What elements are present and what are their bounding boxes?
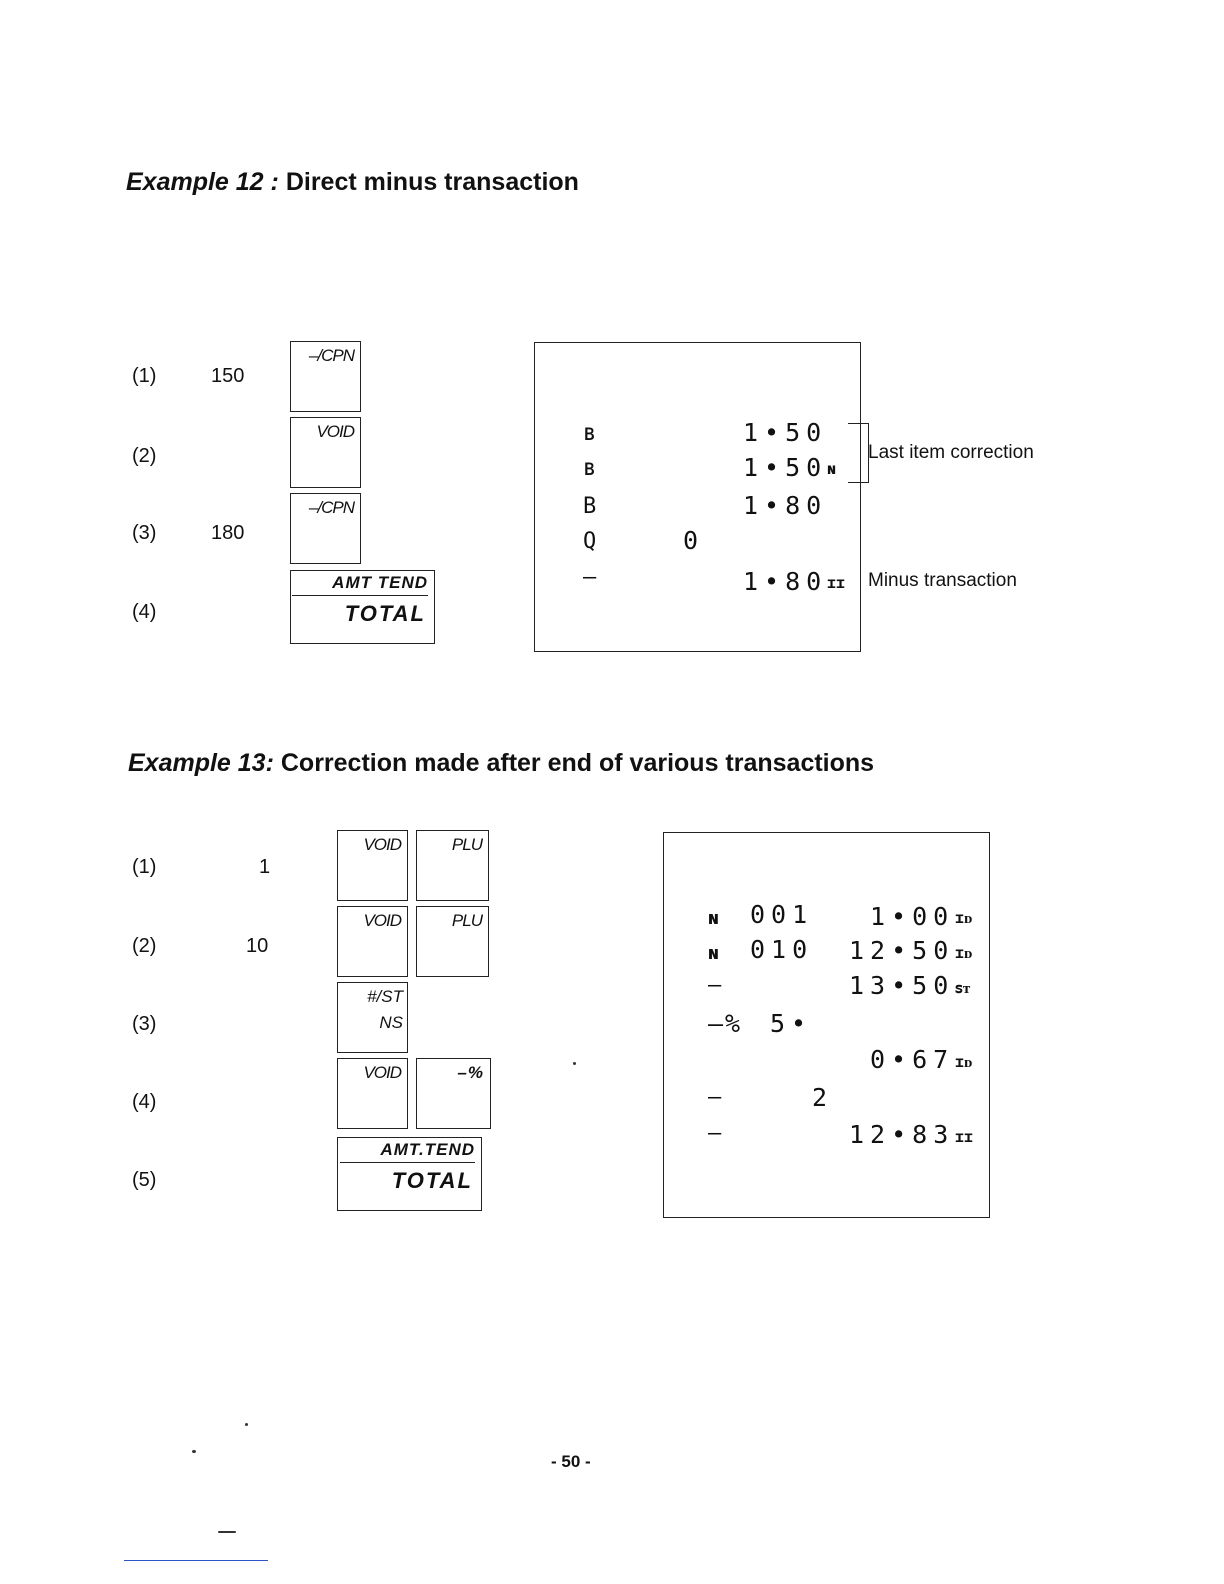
scan-speck — [218, 1531, 236, 1533]
example-12-heading — [126, 168, 579, 197]
receipt-row-4-value: 0 — [683, 526, 705, 555]
ex12-step-4-number: (4) — [132, 601, 157, 623]
receipt-row-1-symbol: ɴ — [708, 908, 719, 929]
number-subtotal-ns-key[interactable] — [337, 982, 408, 1053]
receipt-row-2-mark: ɴ — [827, 460, 837, 478]
receipt-row-1-mark: ɪᴅ — [955, 909, 973, 927]
receipt-row-2-amount: 12•50 — [849, 936, 955, 965]
scan-speck — [245, 1423, 248, 1426]
receipt-row-2-symbol: ɴ — [708, 943, 719, 964]
ex13-step-2-number: (2) — [132, 935, 157, 957]
scan-speck — [573, 1062, 576, 1065]
key-label-top: AMT TEND — [292, 573, 428, 596]
ex12-step-1-number: (1) — [132, 365, 157, 387]
key-label: –/CPN — [308, 346, 354, 365]
minus-percent-key[interactable] — [416, 1058, 491, 1129]
key-label-top: #/ST — [367, 987, 403, 1006]
last-item-bracket — [848, 423, 869, 483]
plu-key[interactable] — [416, 906, 489, 977]
ex12-step-1-entry: 150 — [211, 365, 245, 387]
amt-tend-total-key[interactable] — [290, 570, 435, 644]
example-13-title: Correction made after end of various transactions — [280, 749, 875, 777]
ex13-step-1-entry: 1 — [259, 856, 271, 878]
minus-cpn-key[interactable] — [290, 493, 361, 564]
receipt-row-3-amount: 1•80 — [743, 491, 828, 520]
receipt-row-4-symbol: –% — [708, 1009, 743, 1038]
receipt-row-5-amount: 1•80 — [743, 567, 828, 596]
example-13-label: Example 13: — [128, 749, 274, 777]
void-key[interactable] — [337, 830, 408, 901]
plu-key[interactable] — [416, 830, 489, 901]
receipt-row-7-mark: ɪɪ — [955, 1128, 974, 1146]
ex13-step-2-entry: 10 — [246, 935, 269, 957]
receipt-row-1-amount: 1•50 — [743, 418, 828, 447]
receipt-row-4-rate: 5• — [770, 1009, 813, 1038]
key-label-bottom: TOTAL — [344, 601, 426, 626]
receipt-row-2-mark: ɪᴅ — [955, 944, 973, 962]
ex13-step-4-number: (4) — [132, 1091, 157, 1113]
example-12-label: Example 12 : — [126, 168, 279, 196]
receipt-row-1-amount: 1•00 — [870, 902, 955, 931]
key-label-top: AMT.TEND — [340, 1140, 475, 1163]
void-key[interactable] — [337, 906, 408, 977]
minus-cpn-key[interactable] — [290, 341, 361, 412]
receipt-row-2-plu: 010 — [750, 935, 814, 964]
ex12-step-3-entry: 180 — [211, 522, 245, 544]
key-label: VOID — [363, 835, 401, 854]
receipt-row-5-mark: ɪᴅ — [955, 1053, 973, 1071]
receipt-row-5-amount: 0•67 — [870, 1045, 955, 1074]
ex13-step-1-number: (1) — [132, 856, 157, 878]
receipt-row-3-mark: ꜱᴛ — [955, 979, 971, 997]
key-label: VOID — [316, 422, 354, 441]
ex13-step-5-number: (5) — [132, 1169, 157, 1191]
receipt-row-7-symbol: – — [708, 1121, 722, 1146]
void-key[interactable] — [290, 417, 361, 488]
receipt-row-3-symbol: – — [708, 973, 722, 998]
key-label: PLU — [451, 835, 482, 854]
receipt-printout-12 — [534, 342, 861, 652]
last-item-correction-note: Last item correction — [868, 442, 1034, 463]
key-label-bottom: TOTAL — [391, 1168, 473, 1193]
amt-tend-total-key[interactable] — [337, 1137, 482, 1211]
minus-transaction-note: Minus transaction — [868, 570, 1017, 591]
receipt-row-3-amount: 13•50 — [849, 971, 955, 1000]
key-label: VOID — [363, 1063, 401, 1082]
key-label: –/CPN — [308, 498, 354, 517]
ex13-step-3-number: (3) — [132, 1013, 157, 1035]
page-number: - 50 - — [551, 1452, 591, 1471]
example-13-heading — [128, 749, 874, 778]
ex12-step-3-number: (3) — [132, 522, 157, 544]
scan-speck — [192, 1450, 196, 1453]
receipt-row-4-symbol: Q — [583, 529, 597, 554]
ex12-step-2-number: (2) — [132, 445, 157, 467]
receipt-printout-13 — [663, 832, 990, 1218]
receipt-row-5-mark: ɪɪ — [827, 574, 846, 592]
receipt-row-1-plu: 001 — [750, 900, 814, 929]
receipt-row-6-count: 2 — [812, 1083, 834, 1112]
key-label-bottom: NS — [379, 1013, 403, 1032]
receipt-row-6-symbol: – — [708, 1085, 722, 1110]
example-12-title: Direct minus transaction — [285, 168, 579, 196]
receipt-row-3-symbol: B — [583, 494, 597, 519]
void-key[interactable] — [337, 1058, 408, 1129]
key-label: VOID — [363, 911, 401, 930]
key-label: PLU — [451, 911, 482, 930]
key-label: –% — [457, 1063, 484, 1082]
receipt-row-7-amount: 12•83 — [849, 1120, 955, 1149]
receipt-row-5-symbol: – — [583, 565, 597, 590]
bottom-rule — [124, 1560, 268, 1561]
receipt-row-1-symbol: ʙ — [583, 421, 597, 446]
receipt-row-2-amount: 1•50 — [743, 453, 828, 482]
receipt-row-2-symbol: ʙ — [583, 456, 597, 481]
